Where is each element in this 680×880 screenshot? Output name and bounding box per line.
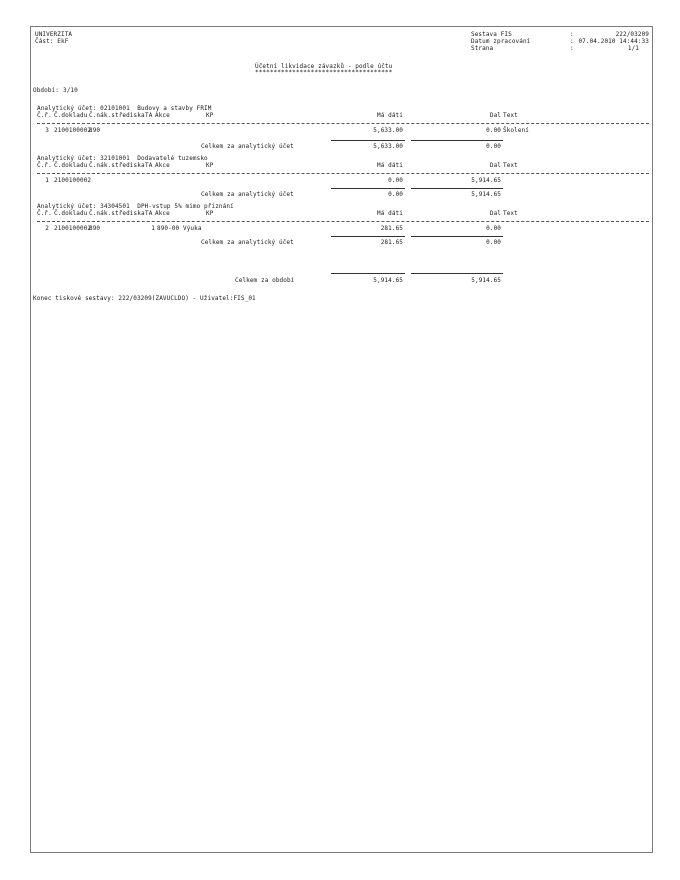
- total-md: 281.65: [380, 239, 403, 246]
- processed-date-value: 07.04.2010 14:44:33: [578, 38, 649, 45]
- report-footer: Konec tiskové sestavy: 222/03209(ZAVUCLDO) - Uživatel:FIS_01: [33, 295, 256, 302]
- account-label: Analytický účet: 34304501 DPH-vstup 5% mimo přiznání: [37, 203, 234, 210]
- grand-total-rule-md: [331, 273, 405, 274]
- total-label: Celkem za analytický účet: [201, 239, 294, 246]
- total-rule-dal: [411, 140, 503, 141]
- divider: [37, 221, 649, 222]
- total-dal: 0.00: [486, 239, 501, 246]
- col-dal: Dal: [489, 112, 501, 119]
- grand-total-rule-dal: [411, 273, 503, 274]
- total-label: Celkem za analytický účet: [201, 143, 294, 150]
- col-text: Text: [503, 112, 518, 119]
- processed-date-label: Datum zpracování: [471, 38, 531, 45]
- report-title: Účetní likvidace závazků - podle účtu: [255, 63, 393, 70]
- total-md: 5,633.00: [373, 143, 403, 150]
- total-rule-dal: [411, 188, 503, 189]
- org-name: UNIVERZITA: [35, 31, 73, 38]
- total-rule-md: [331, 140, 405, 141]
- page-label: Strana: [471, 45, 494, 52]
- title-underline: *************************************: [255, 69, 393, 76]
- total-dal: 5,914.65: [471, 191, 501, 198]
- total-rule-md: [331, 236, 405, 237]
- total-md: 0.00: [388, 191, 403, 198]
- col-md: Má dáti: [377, 112, 403, 119]
- total-rule-dal: [411, 236, 503, 237]
- divider: [37, 173, 649, 174]
- col-center: Č.nák.střediska: [89, 112, 145, 119]
- col-kp: KP: [206, 112, 214, 119]
- col-akce: Akce: [155, 112, 170, 119]
- page-value: 1/1: [627, 45, 639, 52]
- grand-total-dal: 5,914.65: [471, 277, 501, 284]
- account-label: Analytický účet: 02101001 Budovy a stavby FRIM: [37, 105, 212, 112]
- grand-total-label: Celkem za období: [235, 277, 295, 284]
- col-doc: Č.dokladu: [54, 112, 88, 119]
- account-label: Analytický účet: 32101001 Dodavatelé tuzemsko: [37, 155, 208, 162]
- period-value: 3/10: [63, 87, 78, 94]
- report-id-label: Sestava FIS: [471, 31, 512, 38]
- report-page: UNIVERZITA Část: EkF Sestava FIS Datum zpracování Strana : : : 222/03209 07.04.2010 14:44:33 1/1 Účetní likvidace závazků - podle účtu ************************************* Období: 3/10 Analytický účet: 02101001 Budovy a stavby FRIM Č.ř. Č.dokladu Č.nák.střediska TA Akce KP Má dáti Dal Text 3 2100100002 890 5,633.00 0.00 Školení Celkem za analytický účet 5,633.00 0.00 Analytický účet: 32101001 Dodavatelé tuzemsko Č.ř. Č.dokladu Č.nák.střediska TA Akce KP Má dáti Dal Text 1 2100100002 0.00 5,914.65 Celkem za analytický účet 0.00 5,914.65 Analytický účet: 34304501 DPH-vstup 5% mimo přiznání Č.ř. Č.dokladu Č.nák.střediska TA Akce KP Má dáti Dal Text 2 2100100002 890 1 890-00 Výuka 281.65 0.00 Celkem za analytický účet 281.65 0.00 Celkem za období 5,914.65 5,914.65 Konec tiskové sestavy: 222/03209(ZAVUCLDO) - Uživatel:FIS_01: [30, 26, 653, 853]
- grand-total-md: 5,914.65: [373, 277, 403, 284]
- total-label: Celkem za analytický účet: [201, 191, 294, 198]
- total-rule-md: [331, 188, 405, 189]
- period-label: Období:: [33, 87, 59, 94]
- report-id-value: 222/03209: [615, 31, 649, 38]
- divider: [37, 123, 649, 124]
- col-cr: Č.ř.: [37, 112, 52, 119]
- col-ta: TA: [145, 112, 153, 119]
- total-dal: 0.00: [486, 143, 501, 150]
- department: Část: EkF: [35, 38, 69, 45]
